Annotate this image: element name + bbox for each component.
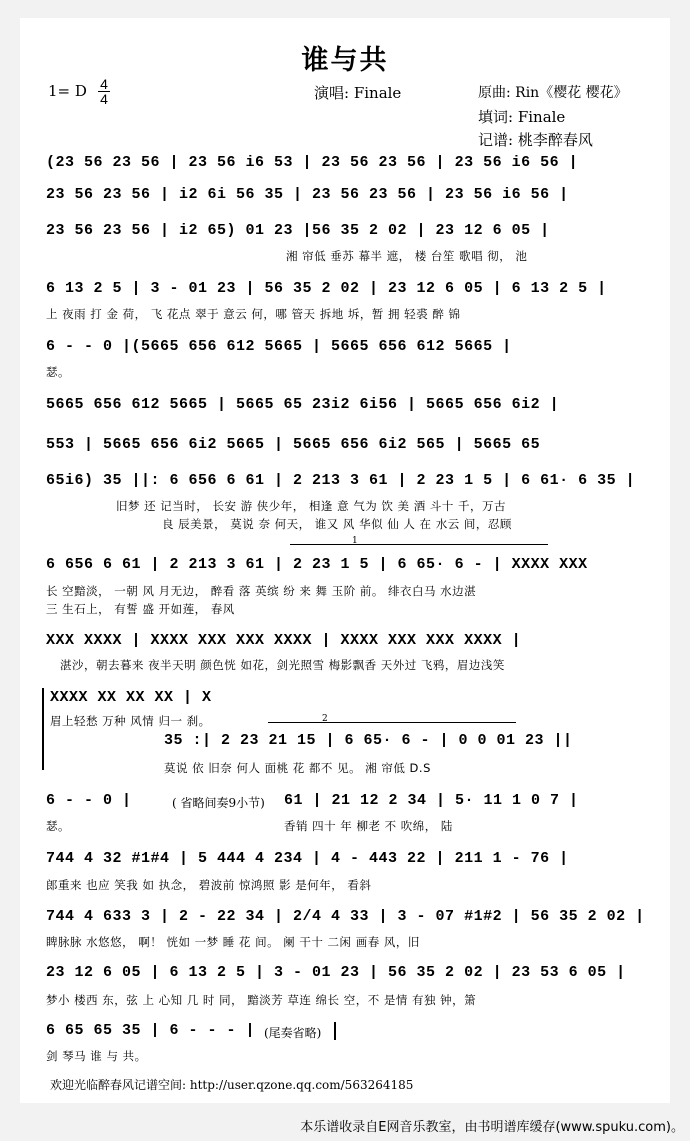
music-line-11: XXXX XX XX XX | X bbox=[50, 689, 212, 706]
volta-2-bracket bbox=[268, 722, 516, 723]
music-line-12: 35 :| 2 23 21 15 | 6 65· 6 - | 0 0 01 23 || bbox=[164, 732, 573, 749]
music-line-3: 23 56 23 56 | i2 65) 01 23 |56 35 2 02 | 23 12 6 05 | bbox=[46, 222, 550, 239]
music-line-2: 23 56 23 56 | i2 6i 56 35 | 23 56 23 56 | 23 56 i6 56 | bbox=[46, 186, 569, 203]
outro-note: (尾奏省略) bbox=[264, 1026, 322, 1040]
lyric-line-3: 湘 帘低 垂苏 幕半 遮， 楼 台笙 歌唱 彻， 池 bbox=[286, 249, 528, 263]
lyric-line-12: 莫说 依 旧奈 何人 面桃 花 都不 见。 湘 帘低 D.S bbox=[164, 761, 431, 775]
lyric-line-8a: 旧梦 还 记当时， 长安 游 侠少年， 相逢 意 气为 饮 美 酒 斗十 千，万古 bbox=[116, 499, 507, 513]
lyric-line-14: 郎重来 也应 笑我 如 执念， 碧波前 惊鸿照 影 是何年， 看斜 bbox=[46, 878, 372, 892]
lyric-line-15: 睥脉脉 水悠悠， 啊！ 恍如 一梦 睡 花 间。 阑 干十 二闲 画春 风，旧 bbox=[46, 935, 420, 949]
repeat-bracket bbox=[42, 688, 44, 770]
music-line-4: 6 13 2 5 | 3 - 01 23 | 56 35 2 02 | 23 12 6 05 | 6 13 2 5 | bbox=[46, 280, 607, 297]
music-line-17: 6 65 65 35 | 6 - - - | bbox=[46, 1022, 256, 1039]
interlude-note: ( 省略间奏9小节) bbox=[172, 796, 265, 810]
music-line-13b: 61 | 21 12 2 34 | 5· 11 1 0 7 | bbox=[284, 792, 579, 809]
lyric-line-5: 瑟。 bbox=[46, 365, 70, 379]
time-beats: 4 bbox=[100, 76, 108, 92]
music-line-14: 744 4 32 #1#4 | 5 444 4 234 | 4 - 443 22 | 211 1 - 76 | bbox=[46, 850, 569, 867]
music-line-7: 553 | 5665 656 6i2 5665 | 5665 656 6i2 565 | 5665 65 bbox=[46, 436, 541, 453]
music-line-1: (23 56 23 56 | 23 56 i6 53 | 23 56 23 56 | 23 56 i6 56 | bbox=[46, 154, 579, 171]
lyric-line-10: 湛沙，朝去暮来 夜半天明 颜色恍 如花，剑光照雪 梅影飘香 天外过 飞鸦，眉边浅笑 bbox=[60, 658, 505, 672]
page-title: 谁与共 bbox=[301, 45, 389, 76]
volta-2-label: 2 bbox=[322, 714, 328, 724]
lyric-line-17: 剑 琴马 谁 与 共。 bbox=[46, 1049, 147, 1063]
transcriber: 记谱: 桃李醉春风 bbox=[478, 131, 593, 149]
final-barline bbox=[334, 1022, 336, 1040]
source-credit: 本乐谱收录自E网音乐教室，由书明谱库缓存(www.spuku.com)。 bbox=[300, 1120, 684, 1135]
volta-1-label: 1 bbox=[352, 536, 358, 546]
music-line-9: 6 656 6 61 | 2 213 3 61 | 2 23 1 5 | 6 65· 6 - | XXXX XXX bbox=[46, 556, 588, 573]
lyric-line-11: 眉上轻愁 万种 风情 归一 刹。 bbox=[50, 714, 211, 728]
footer-link[interactable]: 欢迎光临醉春风记谱空间: http://user.qzone.qq.com/563264185 bbox=[50, 1078, 414, 1092]
music-line-15: 744 4 633 3 | 2 - 22 34 | 2/4 4 33 | 3 - 07 #1#2 | 56 35 2 02 | bbox=[46, 908, 645, 925]
lyric-line-8b: 良 辰美景， 莫说 奈 何天， 谁又 风 华似 仙 人 在 水云 间，忍顾 bbox=[162, 517, 512, 531]
lyric-line-16: 梦小 楼西 东，弦 上 心知 几 时 同， 黯淡芳 草连 绵长 空，不 是情 有独 钟，箫 bbox=[46, 993, 477, 1007]
time-unit: 4 bbox=[100, 91, 108, 107]
original-tune: 原曲: Rin《樱花 樱花》 bbox=[478, 85, 628, 101]
music-line-16: 23 12 6 05 | 6 13 2 5 | 3 - 01 23 | 56 35 2 02 | 23 53 6 05 | bbox=[46, 964, 626, 981]
music-line-8: 65i6) 35 ||: 6 656 6 61 | 2 213 3 61 | 2 23 1 5 | 6 61· 6 35 | bbox=[46, 472, 636, 489]
music-line-6: 5665 656 612 5665 | 5665 65 23i2 6i56 | 5665 656 6i2 | bbox=[46, 396, 560, 413]
lyric-line-13: 瑟。 bbox=[46, 819, 70, 833]
lyric-line-4: 上 夜雨 打 金 荷， 飞 花点 翠于 意云 何，哪 管天 拆地 坼，暂 拥 轻裘 醉 锦 bbox=[46, 307, 461, 321]
lyric-line-9b: 三 生石上， 有誓 盛 开如莲， 春风 bbox=[46, 602, 235, 616]
volta-1-bracket bbox=[290, 544, 548, 545]
key-signature: 1= D bbox=[48, 82, 87, 100]
music-line-13: 6 - - 0 | bbox=[46, 792, 132, 809]
singer: 演唱: Finale bbox=[314, 84, 402, 102]
lyric-line-9a: 长 空黯淡， 一朝 风 月无边， 醉看 落 英缤 纷 来 舞 玉阶 前。 绯衣白马 水边湛 bbox=[46, 584, 477, 598]
music-line-5: 6 - - 0 |(5665 656 612 5665 | 5665 656 612 5665 | bbox=[46, 338, 512, 355]
lyricist: 填词: Finale bbox=[478, 108, 566, 126]
music-line-10: XXX XXXX | XXXX XXX XXX XXXX | XXXX XXX XXX XXXX | bbox=[46, 632, 522, 649]
lyric-line-13b: 香销 四十 年 柳老 不 吹绵， 陆 bbox=[284, 819, 453, 833]
time-signature bbox=[98, 78, 110, 105]
